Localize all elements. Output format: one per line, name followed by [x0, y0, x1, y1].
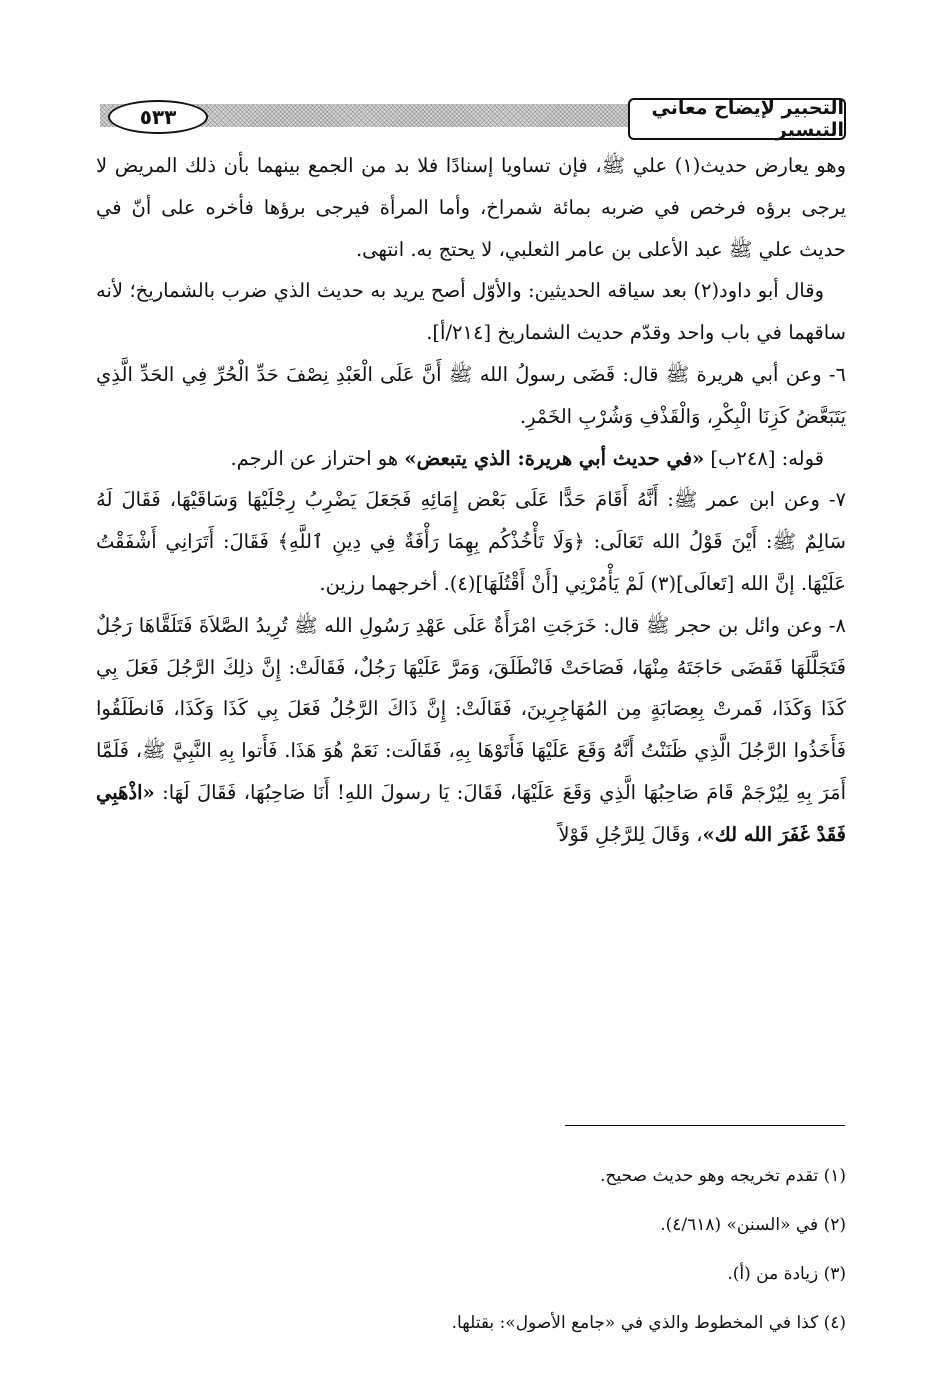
- commentary-lead: قوله: [٢٤٨ب]: [704, 446, 824, 470]
- paragraph-5-hadith-7: ٧- وعن ابن عمر ﷺ: أَنَّهُ أَقَامَ حَدًّا عَلَى بَعْض إِمَائِهِ فَجَعَلَ يَضْرِبُ رِجْلَيْهَا وَسَاقَيْهَا، فَقَالَ لَهُ سَالِمٌ ﷺ: أَيْنَ قَوْلُ الله تَعَالَى: ﴿وَلَا تَأْخُذْكُم بِهِمَا رَأْفَةٌ فِي دِينِ ٱللَّهِ﴾ فَقَالَ: أَتَرَانِي أَشْفَقْتُ عَلَيْهَا. إنَّ الله [تَعالَى](٣) لَمْ يَأْمُرْنِي [أَنْ أَقْتُلَهَا](٤). أخرجهما رزين.: [96, 488, 846, 595]
- footnote-2: (٢) في «السنن» (٤/٦١٨).: [660, 1215, 846, 1235]
- footnote-3: (٣) زيادة من (أ).: [727, 1264, 846, 1284]
- book-title: التحبير لإيضاح معاني التيسير: [628, 98, 846, 140]
- page-number: ٥٣٣: [108, 100, 208, 134]
- paragraph-4-commentary: [96, 438, 846, 480]
- paragraph-3-hadith-6: ٦- وعن أبي هريرة ﷺ قال: قَضَى رسولُ الله ﷺ أَنَّ عَلَى الْعَبْدِ نِصْفَ حَدِّ الْحُرِّ فِي الحَدِّ الَّذِي يَتَبَعَّضُ كَزِنَا الْبِكْرِ، وَالْقَذْفِ وَشُرْبِ الخَمْرِ.: [96, 362, 846, 428]
- footnote-4: (٤) كذا في المخطوط والذي في «جامع الأصول»: بقتلها.: [451, 1313, 846, 1333]
- footnote-1: (١) تقدم تخريجه وهو حديث صحيح.: [600, 1166, 846, 1186]
- hadith-8-quote: «اذْهَبِي فَقَدْ غَفَرَ الله لك»: [96, 780, 846, 846]
- paragraph-2: وقال أبو داود(٢) بعد سياقه الحديثين: والأوّل أصح يريد به حديث الذي ضرب بالشماريخ؛ لأنه ساقهما في باب واحد وقدّم حديث الشماريخ [٢١٤/أ].: [96, 279, 846, 345]
- commentary-tail: هو احتراز عن الرجم.: [230, 446, 405, 470]
- footnotes: [96, 1152, 846, 1348]
- paragraph-6-hadith-8: [96, 605, 846, 856]
- hadith-8-lead: ٨- وعن وائل بن حجر ﷺ قال: خَرَجَتِ امْرَأَةٌ عَلَى عَهْدِ رَسُولِ الله ﷺ تُرِيدُ الصَّلاَةَ فَتَلَقَّاهَا رَجُلٌ فَتَجَلَّلَهَا فَقَضَى حَاجَتَهُ مِنْهَا، فَصَاحَتْ فَانْطَلَقَ، وَمَرَّ عَلَيْهَا رَجُلٌ، فَقَالَتْ: إِنَّ ذلِكَ الرَّجُلَ فَعَلَ بِي كَذَا وَكَذَا، فَمرتْ بِعِصَابَةٍ مِن المُهَاجِرِينَ، فَقَالَتْ: إِنَّ ذَاكَ الرَّجُلُ فَعَلَ بِي كَذَا وَكَذَا، فَانطَلَقُوا فَأَخَذُوا الرَّجُلَ الَّذِي ظَنَنْتُ أَنَّهُ وَقَعَ عَلَيْهَا فَأَتَوْهَا بِهِ، فَقَالَت: نَعَمْ هُوَ هَذَا. فَأَتوا بِهِ النَّبِيَّ ﷺ، فَلَمَّا أَمَرَ بِهِ لِيُرْجَمْ قَامَ صَاحِبُهَا الَّذِي وَقَعَ عَلَيْهَا، فَقَالَ: يَا رسولَ اللهِ! أَنَا صَاحِبُهَا، فَقَالَ لَهَا:: [96, 613, 846, 804]
- commentary-quote: «في حديث أبي هريرة: الذي يتبعض»: [404, 446, 705, 470]
- running-header: [100, 98, 846, 140]
- main-text: [96, 145, 846, 856]
- paragraph-1: وهو يعارض حديث(١) علي ﷺ، فإن تساويا إسنادًا فلا بد من الجمع بينهما بأن ذلك المريض لا يرجى برؤه فرخص في ضربه بمائة شمراخ، وأما المرأة فيرجى برؤها فأخره على أنّ في حديث علي ﷺ عبد الأعلى بن عامر الثعلبي، لا يحتج به. انتهى.: [96, 154, 846, 261]
- footnote-separator: [565, 1125, 845, 1126]
- hadith-8-tail: ، وَقَالَ لِلرَّجُلِ قَوْلاً: [558, 822, 703, 846]
